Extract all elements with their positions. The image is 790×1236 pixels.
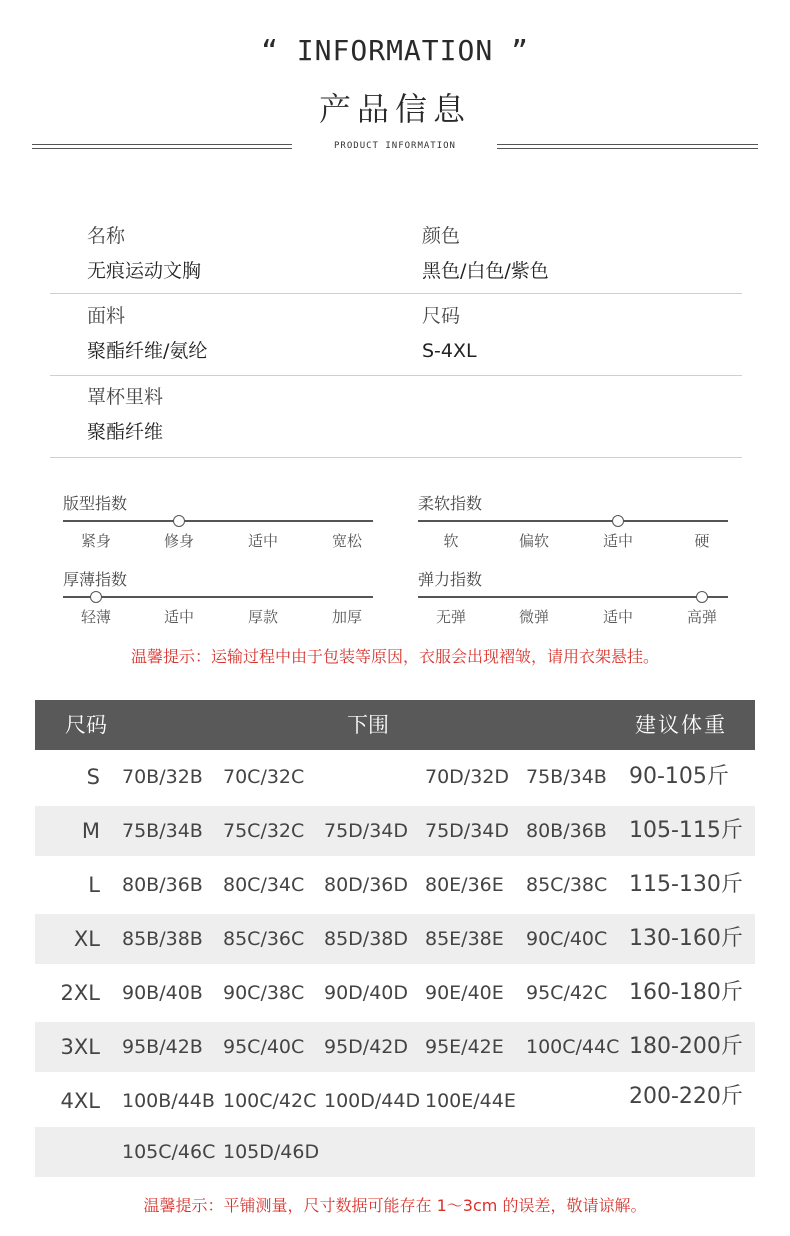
row-cup-size: 95C/42C xyxy=(526,982,608,1004)
header-divider-left xyxy=(32,144,292,149)
row-cup-size: 80B/36B xyxy=(526,820,607,842)
index-marker xyxy=(696,591,708,603)
index-marker xyxy=(173,515,185,527)
index-track xyxy=(418,520,728,522)
index-option: 硬 xyxy=(694,532,710,550)
index-title: 版型指数 xyxy=(63,494,128,513)
row-cup-size: 70D/32D xyxy=(425,766,510,788)
row-cup-size: 75D/34D xyxy=(324,820,409,842)
row-cup-size: 95D/42D xyxy=(324,1036,409,1058)
index-track xyxy=(63,520,373,522)
table-row xyxy=(35,1127,755,1177)
table-row xyxy=(35,968,755,1018)
row-weight: 90-105斤 xyxy=(629,764,729,789)
row-cup-size: 85E/38E xyxy=(425,928,504,950)
measurement-tip: 温馨提示：平铺测量，尺寸数据可能存在 1～3cm 的误差，敬请谅解。 xyxy=(143,1196,647,1215)
row-cup-size: 90E/40E xyxy=(425,982,504,1004)
index-option: 加厚 xyxy=(331,608,362,626)
row-cup-size: 75D/34D xyxy=(425,820,510,842)
row-cup-size: 70B/32B xyxy=(122,766,203,788)
index-title: 弹力指数 xyxy=(418,570,483,589)
row-cup-size: 100C/44C xyxy=(526,1036,620,1058)
index-options xyxy=(63,608,373,626)
row-cup-size: 100B/44B xyxy=(122,1090,215,1112)
index-option: 适中 xyxy=(602,608,633,626)
header-weight: 建议体重 xyxy=(635,713,727,737)
row-weight: 160-180斤 xyxy=(629,980,743,1005)
info-name xyxy=(87,225,201,282)
row-cup-size: 100D/44D xyxy=(324,1090,421,1112)
info-row-3 xyxy=(50,386,742,458)
info-color xyxy=(422,225,549,282)
table-row xyxy=(35,914,755,964)
row-cup-size: 85C/36C xyxy=(223,928,305,950)
row-cup-size: 100E/44E xyxy=(425,1090,516,1112)
row-cup-size: 105D/46D xyxy=(223,1141,320,1163)
table-row xyxy=(35,806,755,856)
index-option: 微弹 xyxy=(518,608,549,626)
index-track xyxy=(63,596,373,598)
info-row-1 xyxy=(50,225,742,294)
shipping-tip: 温馨提示：运输过程中由于包装等原因，衣服会出现褶皱，请用衣架悬挂。 xyxy=(130,647,659,666)
info-name-value: 无痕运动文胸 xyxy=(87,260,202,282)
row-cup-size: 90D/40D xyxy=(324,982,409,1004)
row-weight: 105-115斤 xyxy=(629,818,743,843)
header-chinese-title: 产品信息 xyxy=(318,90,471,128)
info-row-2 xyxy=(50,305,742,376)
index-title: 厚薄指数 xyxy=(63,570,128,589)
info-size xyxy=(422,305,477,362)
index-option: 适中 xyxy=(602,532,633,550)
row-cup-size: 90C/38C xyxy=(223,982,305,1004)
info-size-label: 尺码 xyxy=(422,305,461,327)
row-weight: 180-200斤 xyxy=(629,1034,743,1059)
index-option: 适中 xyxy=(247,532,278,550)
row-cup-size: 95B/42B xyxy=(122,1036,203,1058)
row-size: S xyxy=(86,765,100,789)
row-cup-size: 75C/32C xyxy=(223,820,305,842)
info-lining-value: 聚酯纤维 xyxy=(87,421,164,443)
index-scale xyxy=(418,570,728,626)
index-option: 偏软 xyxy=(518,532,549,550)
header-divider-right xyxy=(497,144,758,149)
row-size: XL xyxy=(73,927,100,951)
row-cup-size: 80B/36B xyxy=(122,874,203,896)
row-cup-size: 90B/40B xyxy=(122,982,203,1004)
index-marker xyxy=(90,591,102,603)
header-underbust: 下围 xyxy=(347,713,389,737)
table-row xyxy=(35,860,755,910)
index-option: 修身 xyxy=(163,532,194,550)
index-options xyxy=(63,532,373,550)
row-cup-size: 80D/36D xyxy=(324,874,409,896)
index-scale xyxy=(63,570,373,626)
header-size: 尺码 xyxy=(65,713,107,737)
row-cup-size: 80E/36E xyxy=(425,874,504,896)
info-color-label: 颜色 xyxy=(422,225,461,247)
row-weight: 130-160斤 xyxy=(629,926,743,951)
row-cup-size: 85D/38D xyxy=(324,928,409,950)
size-table-header xyxy=(35,700,755,750)
index-option: 轻薄 xyxy=(80,608,111,626)
row-cup-size: 95C/40C xyxy=(223,1036,305,1058)
row-cup-size: 75B/34B xyxy=(122,820,203,842)
info-name-label: 名称 xyxy=(87,225,126,247)
info-color-value: 黑色/白色/紫色 xyxy=(422,260,549,282)
table-row xyxy=(35,752,755,802)
row-cup-size: 85B/38B xyxy=(122,928,203,950)
header-english-title: “ INFORMATION ” xyxy=(261,34,529,67)
index-scale xyxy=(418,494,728,550)
index-option: 无弹 xyxy=(435,608,466,626)
info-lining-label: 罩杯里料 xyxy=(87,386,164,408)
info-lining xyxy=(87,386,163,443)
row-size: 3XL xyxy=(60,1035,100,1059)
index-title: 柔软指数 xyxy=(418,494,483,513)
row-cup-size: 80C/34C xyxy=(223,874,305,896)
index-option: 高弹 xyxy=(686,608,717,626)
row-size: 2XL xyxy=(60,981,100,1005)
row-cup-size: 100C/42C xyxy=(223,1090,317,1112)
index-options xyxy=(418,608,728,626)
table-row xyxy=(35,1076,755,1126)
index-marker xyxy=(612,515,624,527)
row-weight: 115-130斤 xyxy=(629,872,743,897)
index-options xyxy=(418,532,728,550)
row-cup-size: 90C/40C xyxy=(526,928,608,950)
info-fabric xyxy=(87,305,207,362)
index-option: 宽松 xyxy=(331,532,362,550)
header-subtitle: PRODUCT INFORMATION xyxy=(334,141,456,151)
row-size: M xyxy=(81,819,100,843)
row-weight: 200-220斤 xyxy=(629,1084,743,1109)
index-option: 厚款 xyxy=(247,608,278,626)
index-option: 软 xyxy=(443,532,459,550)
row-size: L xyxy=(88,873,100,897)
index-scale xyxy=(63,494,373,550)
table-row xyxy=(35,1022,755,1072)
index-option: 适中 xyxy=(163,608,194,626)
row-cup-size: 85C/38C xyxy=(526,874,608,896)
row-cup-size: 95E/42E xyxy=(425,1036,504,1058)
info-fabric-value: 聚酯纤维/氨纶 xyxy=(87,340,208,362)
info-fabric-label: 面料 xyxy=(87,305,126,327)
row-cup-size: 75B/34B xyxy=(526,766,607,788)
row-size: 4XL xyxy=(60,1089,100,1113)
info-size-value: S-4XL xyxy=(422,340,477,362)
index-option: 紧身 xyxy=(80,532,111,550)
row-cup-size: 105C/46C xyxy=(122,1141,216,1163)
index-track xyxy=(418,596,728,598)
row-cup-size: 70C/32C xyxy=(223,766,305,788)
